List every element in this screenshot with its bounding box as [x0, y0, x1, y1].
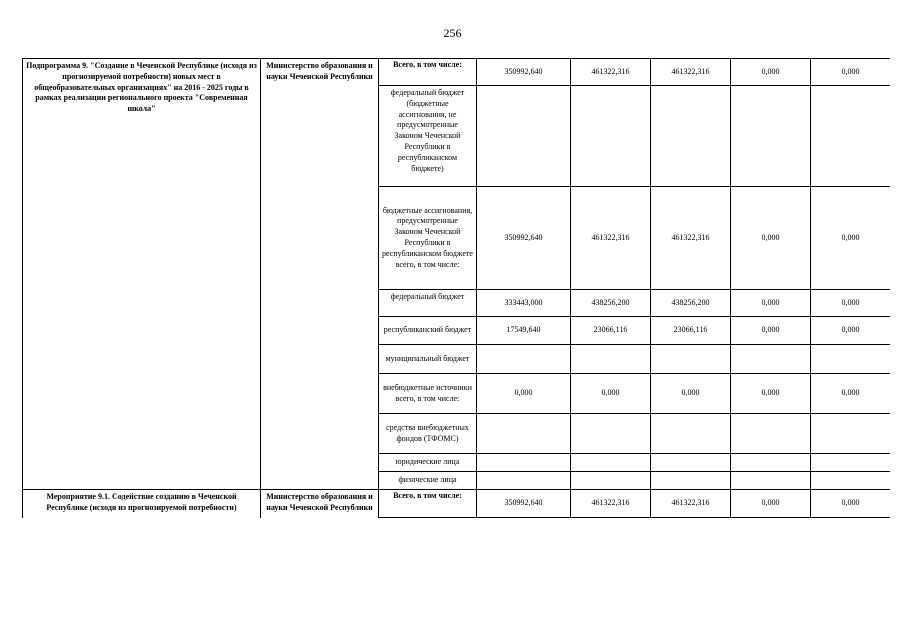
page-number: 256 — [443, 26, 462, 40]
value-cell — [731, 345, 811, 374]
value-cell — [731, 518, 811, 519]
value-cell — [477, 86, 571, 187]
value-cell: 438256,200 — [571, 290, 651, 317]
ministry-cell: Министерство образования и науки Чеченской Республики — [261, 59, 379, 490]
value-cell: 0,000 — [477, 374, 571, 414]
value-cell — [651, 518, 731, 519]
value-cell: 0,000 — [731, 59, 811, 86]
value-cell: 0,000 — [811, 187, 891, 290]
value-cell — [477, 472, 571, 490]
value-cell: 0,000 — [811, 490, 891, 518]
value-cell — [731, 454, 811, 472]
value-cell — [811, 345, 891, 374]
value-cell — [571, 345, 651, 374]
source-cell: Всего, в том числе: — [379, 59, 477, 86]
value-cell — [571, 86, 651, 187]
budget-table — [22, 58, 890, 518]
value-cell — [477, 518, 571, 519]
value-cell: 461322,316 — [651, 59, 731, 86]
value-cell — [571, 454, 651, 472]
ministry-cell: Министерство образования и науки Чеченской Республики — [261, 490, 379, 519]
value-cell: 0,000 — [811, 59, 891, 86]
table-row — [23, 59, 891, 86]
value-cell — [571, 518, 651, 519]
budget-table-viewport — [22, 58, 890, 518]
source-cell: юридические лица — [379, 454, 477, 472]
program-title: Подпрограмма 9. "Создание в Чеченской Республике (исходя из прогнозируемой потребности) новых мест в общеобразовательных организациях" на 2016 - 2025 годы в рамках реализации регионального проекта "Современная школа" — [23, 59, 261, 490]
value-cell: 461322,316 — [571, 187, 651, 290]
value-cell — [811, 454, 891, 472]
value-cell: 350992,640 — [477, 59, 571, 86]
source-cell — [379, 518, 477, 519]
value-cell: 0,000 — [571, 374, 651, 414]
value-cell — [811, 86, 891, 187]
source-cell: федеральный бюджет (бюджетные ассигнования, не предусмотренные Законом Чеченской Республики в республиканском бюджете) — [379, 86, 477, 187]
source-cell: физические лица — [379, 472, 477, 490]
value-cell — [651, 454, 731, 472]
value-cell: 0,000 — [731, 490, 811, 518]
value-cell: 461322,316 — [571, 490, 651, 518]
value-cell: 0,000 — [731, 374, 811, 414]
source-cell: республиканский бюджет — [379, 317, 477, 345]
value-cell — [571, 414, 651, 454]
value-cell: 461322,316 — [651, 187, 731, 290]
value-cell: 0,000 — [811, 317, 891, 345]
value-cell: 350992,640 — [477, 187, 571, 290]
value-cell: 0,000 — [811, 374, 891, 414]
activity-title: Мероприятие 9.1. Содействие созданию в Чеченской Республике (исходя из прогнозируемой потребности) — [23, 490, 261, 519]
value-cell — [477, 414, 571, 454]
value-cell — [477, 345, 571, 374]
source-cell: средства внебюджетных фондов (ТФОМС) — [379, 414, 477, 454]
value-cell: 461322,316 — [651, 490, 731, 518]
value-cell: 0,000 — [651, 374, 731, 414]
value-cell — [651, 414, 731, 454]
source-cell: муниципальный бюджет — [379, 345, 477, 374]
value-cell: 0,000 — [731, 187, 811, 290]
value-cell — [731, 472, 811, 490]
value-cell — [731, 86, 811, 187]
source-cell: федеральный бюджет — [379, 290, 477, 317]
value-cell — [477, 454, 571, 472]
value-cell: 17549,640 — [477, 317, 571, 345]
value-cell: 23066,116 — [651, 317, 731, 345]
value-cell — [571, 472, 651, 490]
value-cell — [811, 414, 891, 454]
value-cell: 461322,316 — [571, 59, 651, 86]
value-cell — [811, 518, 891, 519]
value-cell — [651, 472, 731, 490]
value-cell: 23066,116 — [571, 317, 651, 345]
value-cell — [651, 345, 731, 374]
value-cell: 438256,200 — [651, 290, 731, 317]
value-cell — [651, 86, 731, 187]
value-cell: 0,000 — [811, 290, 891, 317]
value-cell — [811, 472, 891, 490]
value-cell: 350992,640 — [477, 490, 571, 518]
source-cell: Всего, в том числе: — [379, 490, 477, 518]
value-cell — [731, 414, 811, 454]
table-row — [23, 490, 891, 518]
value-cell: 0,000 — [731, 290, 811, 317]
value-cell: 0,000 — [731, 317, 811, 345]
source-cell: бюджетные ассигнования, предусмотренные Законом Чеченской Республики в республиканском бюджете всего, в том числе: — [379, 187, 477, 290]
source-cell: внебюджетные источники всего, в том числе: — [379, 374, 477, 414]
value-cell: 333443,000 — [477, 290, 571, 317]
